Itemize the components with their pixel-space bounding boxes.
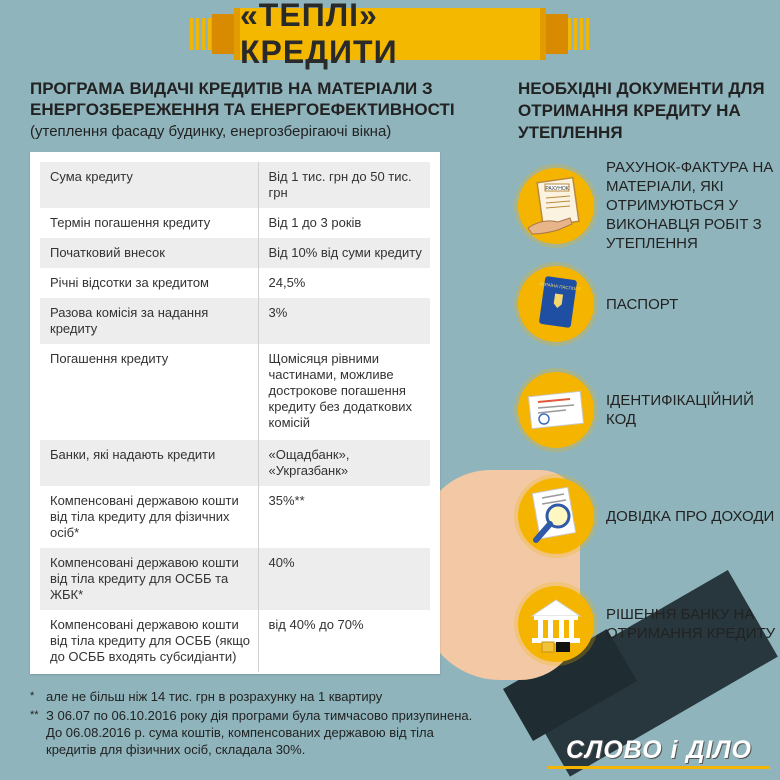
row-key: Банки, які надають кредити [40,440,258,486]
row-value: 35%** [258,486,430,548]
scarf-band-right [546,14,568,54]
footnotes [30,688,480,760]
credit-terms-paper [30,152,440,674]
id-code-icon [518,372,594,448]
doc-label: РІШЕННЯ БАНКУ НА ОТРИМАННЯ КРЕДИТУ [606,606,776,642]
title-plate [234,0,546,70]
row-value: Щомісяця рівними частинами, можливе дострокове погашення кредиту без додаткових комісій [258,344,430,440]
brand-logo [548,735,770,769]
row-key: Річні відсотки за кредитом [40,268,258,298]
table-row [40,486,430,548]
row-value: «Ощадбанк», «Укргазбанк» [258,440,430,486]
table-row [40,440,430,486]
row-value: від 40% до 70% [258,610,430,672]
row-key: Сума кредиту [40,162,258,208]
footnote [30,707,480,758]
row-key: Компенсовані державою кошти від тіла кредиту для фізичних осіб* [40,486,258,548]
program-subtitle: (утеплення фасаду будинку, енергозберігаючі вікна) [30,123,392,140]
doc-label: ІДЕНТИФІКАЦІЙНИЙ КОД [606,392,754,428]
row-value: 40% [258,548,430,610]
table-row [40,238,430,268]
passport-icon [518,266,594,342]
footnote-text: З 06.07 по 06.10.2016 року дія програми була тимчасово призупинена. До 06.08.2016 р. сума коштів, компенсованих державою від тіла кредитів для фізичних осіб, складала 30%. [46,708,473,757]
row-key: Початковий внесок [40,238,258,268]
bank-icon [518,586,594,662]
svg-text:УКРАЇНА ПАСПОРТ: УКРАЇНА ПАСПОРТ [539,281,582,293]
doc-label: ДОВІДКА ПРО ДОХОДИ [606,507,775,525]
income-certificate-icon [518,478,594,554]
table-row [40,162,430,208]
doc-item-id-code [518,372,780,448]
doc-item-income [518,478,780,554]
footnote-mark: * [30,690,35,702]
credit-terms-table [40,162,430,672]
program-title: ПРОГРАМА ВИДАЧІ КРЕДИТІВ НА МАТЕРІАЛИ З ЕНЕРГОЗБЕРЕЖЕННЯ ТА ЕНЕРГОЕФЕКТИВНОСТІ [30,79,455,119]
row-value: Від 10% від суми кредиту [258,238,430,268]
svg-text:РАХУНОК: РАХУНОК [545,185,569,192]
doc-item-bank-decision [518,586,780,662]
scarf-fringe-right [568,18,590,50]
title-banner [190,0,590,70]
invoice-icon [518,168,594,244]
row-value: 24,5% [258,268,430,298]
row-key: Компенсовані державою кошти від тіла кредиту для ОСББ (якщо до ОСББ входять субсидіанти) [40,610,258,672]
doc-item-passport [518,266,780,342]
doc-item-invoice [518,158,780,253]
row-key: Разова комісія за надання кредиту [40,298,258,344]
scarf-fringe-left [190,18,212,50]
footnote-mark: ** [30,709,39,721]
doc-label: ПАСПОРТ [606,295,679,313]
table-row [40,344,430,440]
row-value: Від 1 тис. грн до 50 тис. грн [258,162,430,208]
doc-label: РАХУНОК-ФАКТУРА НА МАТЕРІАЛИ, ЯКІ ОТРИМУЮТЬСЯ У ВИКОНАВЦЯ РОБІТ З УТЕПЛЕННЯ [606,159,774,252]
row-key: Термін погашення кредиту [40,208,258,238]
row-key: Погашення кредиту [40,344,258,440]
table-row [40,548,430,610]
table-row [40,208,430,238]
table-row [40,610,430,672]
row-value: Від 1 до 3 років [258,208,430,238]
footnote [30,688,480,705]
row-key: Компенсовані державою кошти від тіла кредиту для ОСББ та ЖБК* [40,548,258,610]
table-row [40,268,430,298]
page-title: «ТЕПЛІ» КРЕДИТИ [240,0,398,70]
documents-title: НЕОБХІДНІ ДОКУМЕНТИ ДЛЯ ОТРИМАННЯ КРЕДИТУ НА УТЕПЛЕННЯ [518,79,765,142]
row-value: 3% [258,298,430,344]
scarf-band-left [212,14,234,54]
table-row [40,298,430,344]
brand-logo-text: СЛОВО і ДІЛО [565,736,752,764]
footnote-text: але не більш ніж 14 тис. грн в розрахунку на 1 квартиру [46,689,383,704]
